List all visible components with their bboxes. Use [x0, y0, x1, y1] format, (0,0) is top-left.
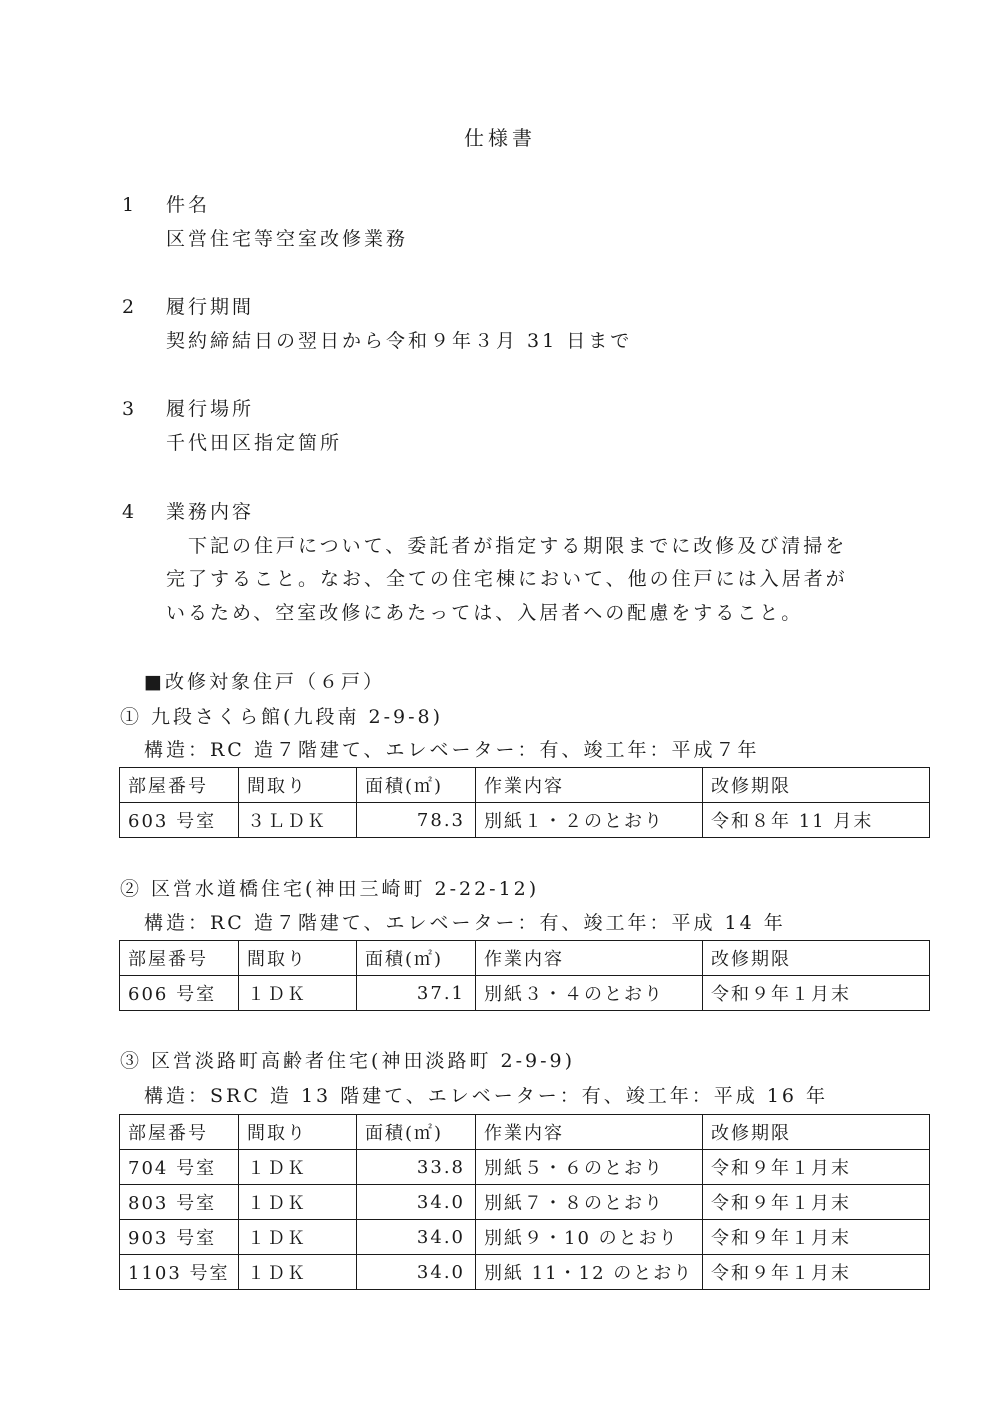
cell-work: 別紙５・６のとおり — [476, 1150, 703, 1185]
header-room: 部屋番号 — [120, 941, 239, 976]
cell-area: 33.8 — [357, 1150, 476, 1185]
section-body-line: 完了すること。なお、全ての住宅棟において、他の住戸には入居者が — [166, 568, 848, 590]
cell-layout: １ＤＫ — [239, 1255, 357, 1290]
table-header-row — [120, 1115, 930, 1150]
table-header-row — [120, 941, 930, 976]
table-header-row — [120, 768, 930, 803]
table-row — [120, 976, 930, 1011]
table-row — [120, 803, 930, 838]
table-row — [120, 1185, 930, 1220]
document-title: 仕様書 — [464, 126, 536, 150]
cell-work: 別紙９・10 のとおり — [476, 1220, 703, 1255]
cell-deadline: 令和９年１月末 — [703, 1185, 930, 1220]
cell-deadline: 令和９年１月末 — [703, 1255, 930, 1290]
header-work: 作業内容 — [476, 768, 703, 803]
cell-area: 37.1 — [357, 976, 476, 1011]
cell-work: 別紙 11・12 のとおり — [476, 1255, 703, 1290]
units-table — [119, 1114, 930, 1290]
cell-room: 603 号室 — [120, 803, 239, 838]
header-room: 部屋番号 — [120, 1115, 239, 1150]
section-number: 2 — [122, 296, 138, 318]
table-row — [120, 1150, 930, 1185]
header-deadline: 改修期限 — [703, 1115, 930, 1150]
section-heading: 業務内容 — [166, 501, 255, 523]
cell-room: 1103 号室 — [120, 1255, 239, 1290]
target-units-heading: ■改修対象住戸（６戸） — [144, 671, 385, 693]
section-number: 1 — [122, 194, 138, 216]
header-area: 面積(㎡) — [357, 941, 476, 976]
section-heading: 履行期間 — [166, 296, 255, 318]
building-structure: 構造：RC 造７階建て、エレベーター：有、竣工年：平成 14 年 — [144, 912, 786, 934]
cell-room: 606 号室 — [120, 976, 239, 1011]
cell-deadline: 令和９年１月末 — [703, 976, 930, 1011]
cell-layout: １ＤＫ — [239, 1150, 357, 1185]
cell-deadline: 令和８年 11 月末 — [703, 803, 930, 838]
section-number: 4 — [122, 501, 138, 523]
section-body-line: いるため、空室改修にあたっては、入居者への配慮をすること。 — [166, 602, 804, 624]
section-body: 区営住宅等空室改修業務 — [166, 228, 409, 250]
units-table — [119, 767, 930, 838]
header-area: 面積(㎡) — [357, 1115, 476, 1150]
cell-area: 78.3 — [357, 803, 476, 838]
cell-room: 704 号室 — [120, 1150, 239, 1185]
header-room: 部屋番号 — [120, 768, 239, 803]
cell-deadline: 令和９年１月末 — [703, 1220, 930, 1255]
cell-layout: １ＤＫ — [239, 1220, 357, 1255]
cell-layout: １ＤＫ — [239, 1185, 357, 1220]
cell-area: 34.0 — [357, 1255, 476, 1290]
header-work: 作業内容 — [476, 1115, 703, 1150]
cell-area: 34.0 — [357, 1185, 476, 1220]
section-heading: 件名 — [166, 194, 211, 216]
header-deadline: 改修期限 — [703, 941, 930, 976]
cell-deadline: 令和９年１月末 — [703, 1150, 930, 1185]
cell-room: 803 号室 — [120, 1185, 239, 1220]
header-work: 作業内容 — [476, 941, 703, 976]
header-area: 面積(㎡) — [357, 768, 476, 803]
header-layout: 間取り — [239, 941, 357, 976]
building-structure: 構造：RC 造７階建て、エレベーター：有、竣工年：平成７年 — [144, 739, 760, 761]
cell-area: 34.0 — [357, 1220, 476, 1255]
table-row — [120, 1255, 930, 1290]
header-layout: 間取り — [239, 768, 357, 803]
cell-room: 903 号室 — [120, 1220, 239, 1255]
header-layout: 間取り — [239, 1115, 357, 1150]
building-name: ① 九段さくら館(九段南 2-9-8) — [120, 706, 444, 728]
header-deadline: 改修期限 — [703, 768, 930, 803]
building-name: ③ 区営淡路町高齢者住宅(神田淡路町 2-9-9) — [120, 1050, 576, 1072]
table-row — [120, 1220, 930, 1255]
cell-work: 別紙３・４のとおり — [476, 976, 703, 1011]
cell-work: 別紙１・２のとおり — [476, 803, 703, 838]
section-body: 契約締結日の翌日から令和９年３月 31 日まで — [166, 330, 633, 352]
building-structure: 構造：SRC 造 13 階建て、エレベーター：有、竣工年：平成 16 年 — [144, 1085, 829, 1107]
section-number: 3 — [122, 398, 138, 420]
cell-layout: ３ＬＤＫ — [239, 803, 357, 838]
cell-layout: １ＤＫ — [239, 976, 357, 1011]
section-body-line: 下記の住戸について、委託者が指定する期限までに改修及び清掃を — [188, 535, 848, 557]
cell-work: 別紙７・８のとおり — [476, 1185, 703, 1220]
units-table — [119, 940, 930, 1011]
building-name: ② 区営水道橋住宅(神田三崎町 2-22-12) — [120, 878, 540, 900]
section-body: 千代田区指定箇所 — [166, 432, 343, 454]
section-heading: 履行場所 — [166, 398, 255, 420]
